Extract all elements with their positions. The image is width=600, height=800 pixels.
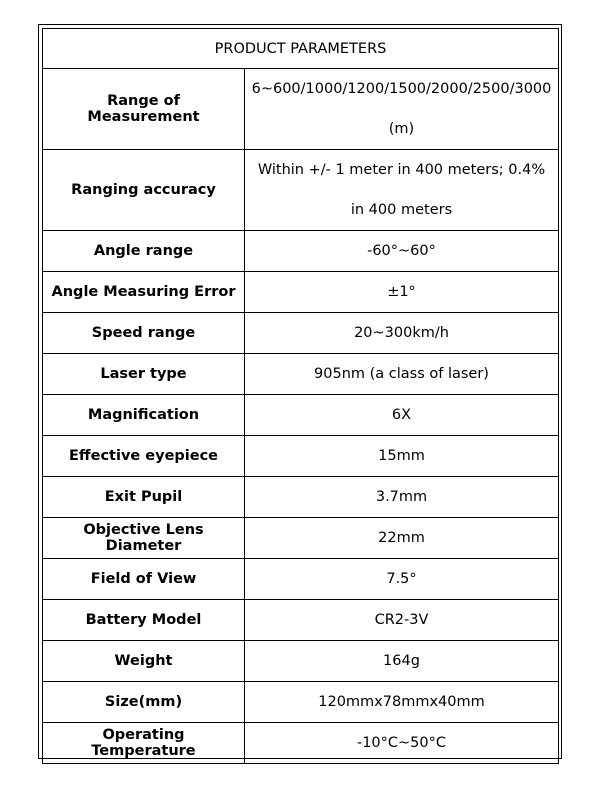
table-row <box>43 313 559 354</box>
table-row <box>43 272 559 313</box>
param-value: 20~300km/h <box>245 313 559 354</box>
param-label: Angle range <box>43 231 245 272</box>
table-row <box>43 436 559 477</box>
param-value: -10°C~50°C <box>245 723 559 764</box>
table-row <box>43 395 559 436</box>
param-label: Battery Model <box>43 600 245 641</box>
product-parameters-table <box>42 28 559 764</box>
param-value: 22mm <box>245 518 559 559</box>
param-value: 7.5° <box>245 559 559 600</box>
table-row <box>43 354 559 395</box>
table-header-row <box>43 29 559 69</box>
param-label: Field of View <box>43 559 245 600</box>
table-row <box>43 477 559 518</box>
param-label: Weight <box>43 641 245 682</box>
param-label: Speed range <box>43 313 245 354</box>
param-value: -60°~60° <box>245 231 559 272</box>
product-parameters-sheet <box>38 24 562 759</box>
table-row <box>43 600 559 641</box>
param-label: Operating Temperature <box>43 723 245 764</box>
param-value: 6~600/1000/1200/1500/2000/2500/3000 (m) <box>245 69 559 150</box>
table-row <box>43 518 559 559</box>
table-row <box>43 682 559 723</box>
param-label: Exit Pupil <box>43 477 245 518</box>
param-label: Effective eyepiece <box>43 436 245 477</box>
param-label: Angle Measuring Error <box>43 272 245 313</box>
param-value: ±1° <box>245 272 559 313</box>
table-row <box>43 641 559 682</box>
param-value: Within +/- 1 meter in 400 meters; 0.4% in 400 meters <box>245 150 559 231</box>
param-value: 905nm (a class of laser) <box>245 354 559 395</box>
param-label: Size(mm) <box>43 682 245 723</box>
table-title: PRODUCT PARAMETERS <box>43 29 559 69</box>
param-label: Laser type <box>43 354 245 395</box>
param-value: 15mm <box>245 436 559 477</box>
table-row <box>43 69 559 150</box>
param-value: CR2-3V <box>245 600 559 641</box>
table-row <box>43 559 559 600</box>
param-label: Objective Lens Diameter <box>43 518 245 559</box>
param-value: 6X <box>245 395 559 436</box>
param-value: 3.7mm <box>245 477 559 518</box>
table-row <box>43 150 559 231</box>
param-value: 164g <box>245 641 559 682</box>
param-label: Range of Measurement <box>43 69 245 150</box>
param-value: 120mmx78mmx40mm <box>245 682 559 723</box>
table-row <box>43 231 559 272</box>
param-label: Magnification <box>43 395 245 436</box>
param-label: Ranging accuracy <box>43 150 245 231</box>
table-row <box>43 723 559 764</box>
